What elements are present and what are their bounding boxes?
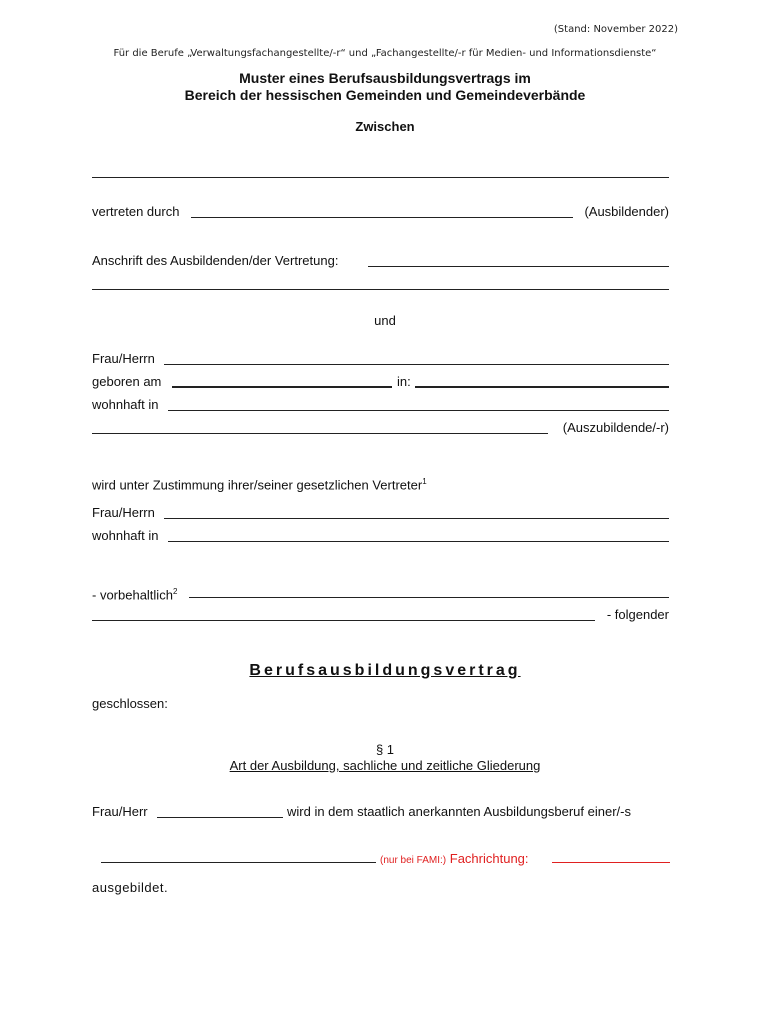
wohnhaft-label: wohnhaft in — [92, 397, 159, 412]
vorbehaltlich-line-2[interactable] — [92, 620, 595, 621]
anschrift-line-1[interactable] — [368, 266, 669, 267]
azubi-name-line[interactable] — [164, 364, 669, 365]
ausbildender-role: (Ausbildender) — [584, 204, 669, 219]
title-line-1: Muster eines Berufsausbildungsvertrags im — [239, 70, 531, 86]
section-number: § 1 — [375, 742, 395, 757]
azubi-address-line[interactable] — [92, 433, 548, 434]
frau-herrn-label: Frau/Herrn — [92, 351, 155, 366]
section-text: wird in dem staatlich anerkannten Ausbildungsberuf einer/-s — [287, 804, 631, 819]
wohnhaft-line[interactable] — [168, 410, 669, 411]
section-name-line[interactable] — [157, 817, 283, 818]
footnote-1: 1 — [422, 477, 427, 486]
anschrift-label: Anschrift des Ausbildenden/der Vertretung: — [92, 253, 339, 268]
footnote-2: 2 — [172, 587, 178, 596]
section-frau-herr-label: Frau/Herr — [92, 804, 148, 819]
ausgebildet-label: ausgebildet. — [92, 880, 169, 895]
vertreter-frau-herrn-label: Frau/Herrn — [92, 505, 155, 520]
geschlossen-label: geschlossen: — [92, 696, 168, 711]
geboren-am-line[interactable] — [172, 386, 392, 388]
fami-note: (nur bei FAMI:) — [380, 855, 447, 866]
vertreten-line[interactable] — [191, 217, 573, 218]
geboren-am-label: geboren am — [92, 374, 162, 389]
vertreten-label: vertreten durch — [92, 204, 180, 219]
title-line-2: Bereich der hessischen Gemeinden und Gemeindeverbände — [184, 87, 586, 103]
anschrift-line-2[interactable] — [92, 289, 669, 290]
geboren-in-line[interactable] — [415, 386, 669, 388]
folgender-label: - folgender — [606, 607, 669, 622]
vertreter-wohnhaft-line[interactable] — [168, 541, 669, 542]
ausbildungsberuf-line[interactable] — [101, 862, 376, 863]
fachrichtung-group — [380, 851, 529, 869]
zwischen-label: Zwischen — [355, 119, 415, 134]
und-label: und — [374, 313, 396, 328]
fachrichtung-line[interactable] — [552, 862, 670, 863]
vertreter-wohnhaft-label: wohnhaft in — [92, 528, 159, 543]
fachrichtung-label: Fachrichtung: — [449, 851, 529, 866]
stand-date: (Stand: November 2022) — [553, 24, 678, 35]
berufe-line: Für die Berufe „Verwaltungsfachangestellte/-r“ und „Fachangestellte/-r für Medien- und Informationsdienste“ — [113, 48, 657, 59]
ausbildender-name-line[interactable] — [92, 177, 669, 178]
vertreter-name-line[interactable] — [164, 518, 669, 519]
vertreter-intro: wird unter Zustimmung ihrer/seiner gesetzlichen Vertreter$^1$ — [92, 477, 427, 493]
vorbehaltlich-label: - vorbehaltlich$^2$ — [92, 587, 178, 603]
section-heading-text: Art der Ausbildung, sachliche und zeitliche Gliederung — [229, 758, 541, 773]
section-heading — [0, 758, 770, 774]
geboren-in-label: in: — [397, 374, 411, 389]
azubi-role: (Auszubildende/-r) — [562, 420, 669, 435]
vorbehaltlich-line[interactable] — [189, 597, 669, 598]
contract-title: Berufsausbildungsvertrag — [249, 662, 521, 679]
